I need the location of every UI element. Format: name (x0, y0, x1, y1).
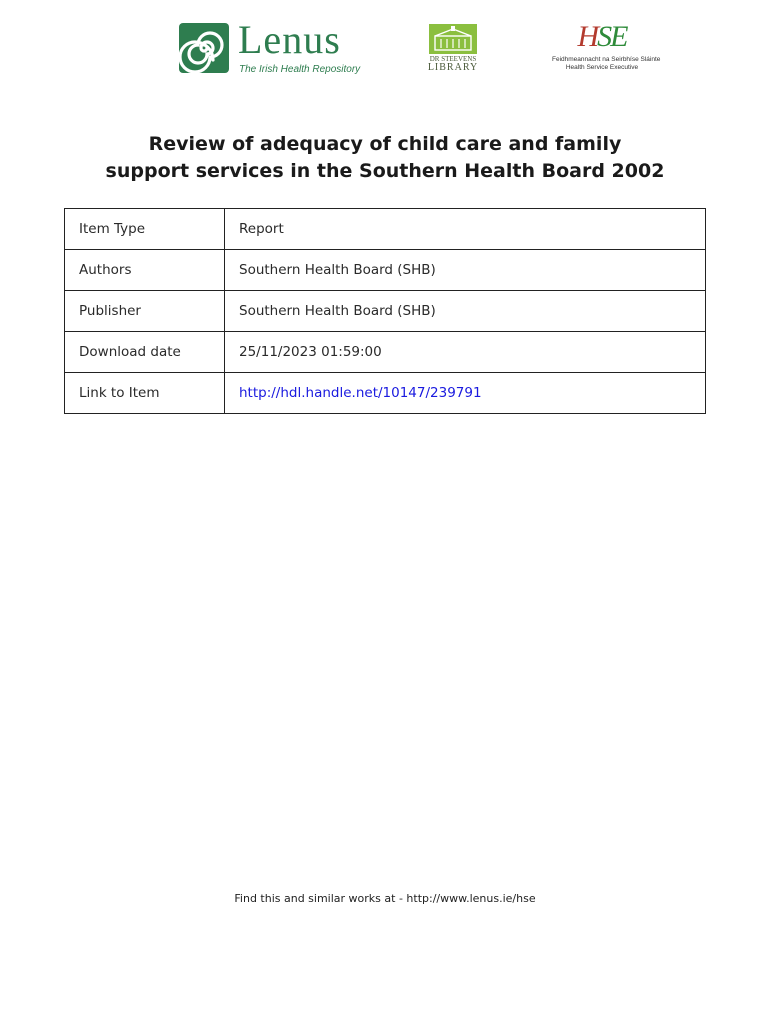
metadata-table (64, 208, 706, 414)
lenus-spiral-icon (178, 22, 230, 74)
metadata-value: Southern Health Board (SHB) (225, 250, 706, 291)
metadata-value: 25/11/2023 01:59:00 (225, 332, 706, 373)
header-logos (0, 17, 770, 80)
steevens-building-icon (429, 24, 477, 54)
table-row (65, 250, 706, 291)
lenus-logo[interactable] (178, 17, 363, 78)
footer-text: Find this and similar works at - http://www.lenus.ie/hse (234, 892, 536, 905)
table-row (65, 209, 706, 250)
hse-irish-name: Feidhmeannacht na Seirbhíse Sláinte (552, 56, 661, 63)
metadata-value: Southern Health Board (SHB) (225, 291, 706, 332)
metadata-label: Link to Item (65, 373, 225, 414)
lenus-tagline: The Irish Health Repository (239, 64, 361, 75)
metadata-label: Download date (65, 332, 225, 373)
metadata-value: Report (225, 209, 706, 250)
table-row (65, 332, 706, 373)
hse-logo[interactable] (552, 20, 661, 78)
item-handle-link[interactable]: http://hdl.handle.net/10147/239791 (239, 385, 482, 401)
lenus-wordmark: Lenus (238, 17, 341, 62)
document-title (60, 131, 710, 185)
table-row (65, 373, 706, 414)
metadata-label: Authors (65, 250, 225, 291)
hse-english-name: Health Service Executive (565, 64, 639, 71)
metadata-label: Publisher (65, 291, 225, 332)
hse-mark: HSE (577, 20, 627, 53)
title-line-1: Review of adequacy of child care and family (148, 133, 622, 155)
table-row (65, 291, 706, 332)
metadata-value (225, 373, 706, 414)
title-line-2: support services in the Southern Health Board 2002 (105, 160, 665, 182)
metadata-label: Item Type (65, 209, 225, 250)
steevens-library-logo[interactable] (426, 24, 480, 78)
steevens-name: DR STEEVENS (429, 55, 477, 63)
steevens-library-label: LIBRARY (427, 62, 479, 73)
